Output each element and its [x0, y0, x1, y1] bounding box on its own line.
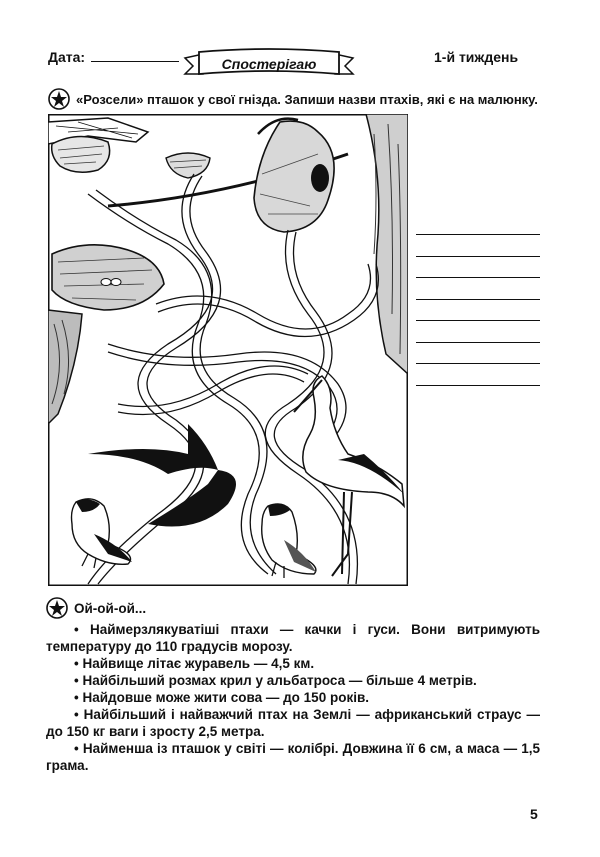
answer-line[interactable]: [416, 332, 540, 343]
task-instruction: [48, 88, 538, 110]
bird-nest-maze-illustration: [48, 114, 408, 586]
facts-section: [46, 597, 540, 774]
date-field: [48, 49, 179, 65]
date-label: Дата: [48, 49, 81, 65]
task-text: «Розсели» пташок у свої гнізда. Запиши назви птахів, які є на малюнку.: [76, 91, 538, 107]
answer-line[interactable]: [416, 224, 540, 235]
answer-line[interactable]: [416, 289, 540, 300]
fact-item: • Найвище літає журавель — 4,5 км.: [74, 656, 315, 671]
task-star-icon: [48, 88, 70, 110]
fact-item: • Найбільший і найважчий птах на Землі — африканський страус — до 150 кг ваги і зросту 2,5 метра.: [46, 707, 540, 739]
fact-item: • Найбільший розмах крил у альбатроса — більше 4 метрів.: [74, 673, 477, 688]
answer-line[interactable]: [416, 310, 540, 321]
fact-item: • Наймерзлякуватіші птахи — качки і гуси. Вони витримують температуру до 110 градусів морозу.: [46, 622, 540, 654]
answer-line[interactable]: [416, 246, 540, 257]
answer-line[interactable]: [416, 353, 540, 364]
fact-item: • Найменша із пташок у світі — колібрі. Довжина її 6 см, а маса — 1,5 грама.: [46, 741, 540, 773]
date-colon: :: [80, 49, 86, 65]
page-title: Спостерігаю: [221, 56, 317, 72]
answer-lines: [416, 224, 540, 396]
date-input-line[interactable]: [91, 49, 179, 62]
nest-entrance: [311, 164, 329, 192]
answer-line[interactable]: [416, 375, 540, 386]
fact-item: • Найдовше може жити сова — до 150 років.: [74, 690, 369, 705]
facts-title: Ой-ой-ой...: [74, 600, 147, 616]
page-number: 5: [530, 806, 538, 822]
facts-heading: [46, 597, 540, 619]
answer-line[interactable]: [416, 267, 540, 278]
week-label: 1-й тиждень: [434, 49, 519, 65]
facts-star-icon: [46, 597, 68, 619]
